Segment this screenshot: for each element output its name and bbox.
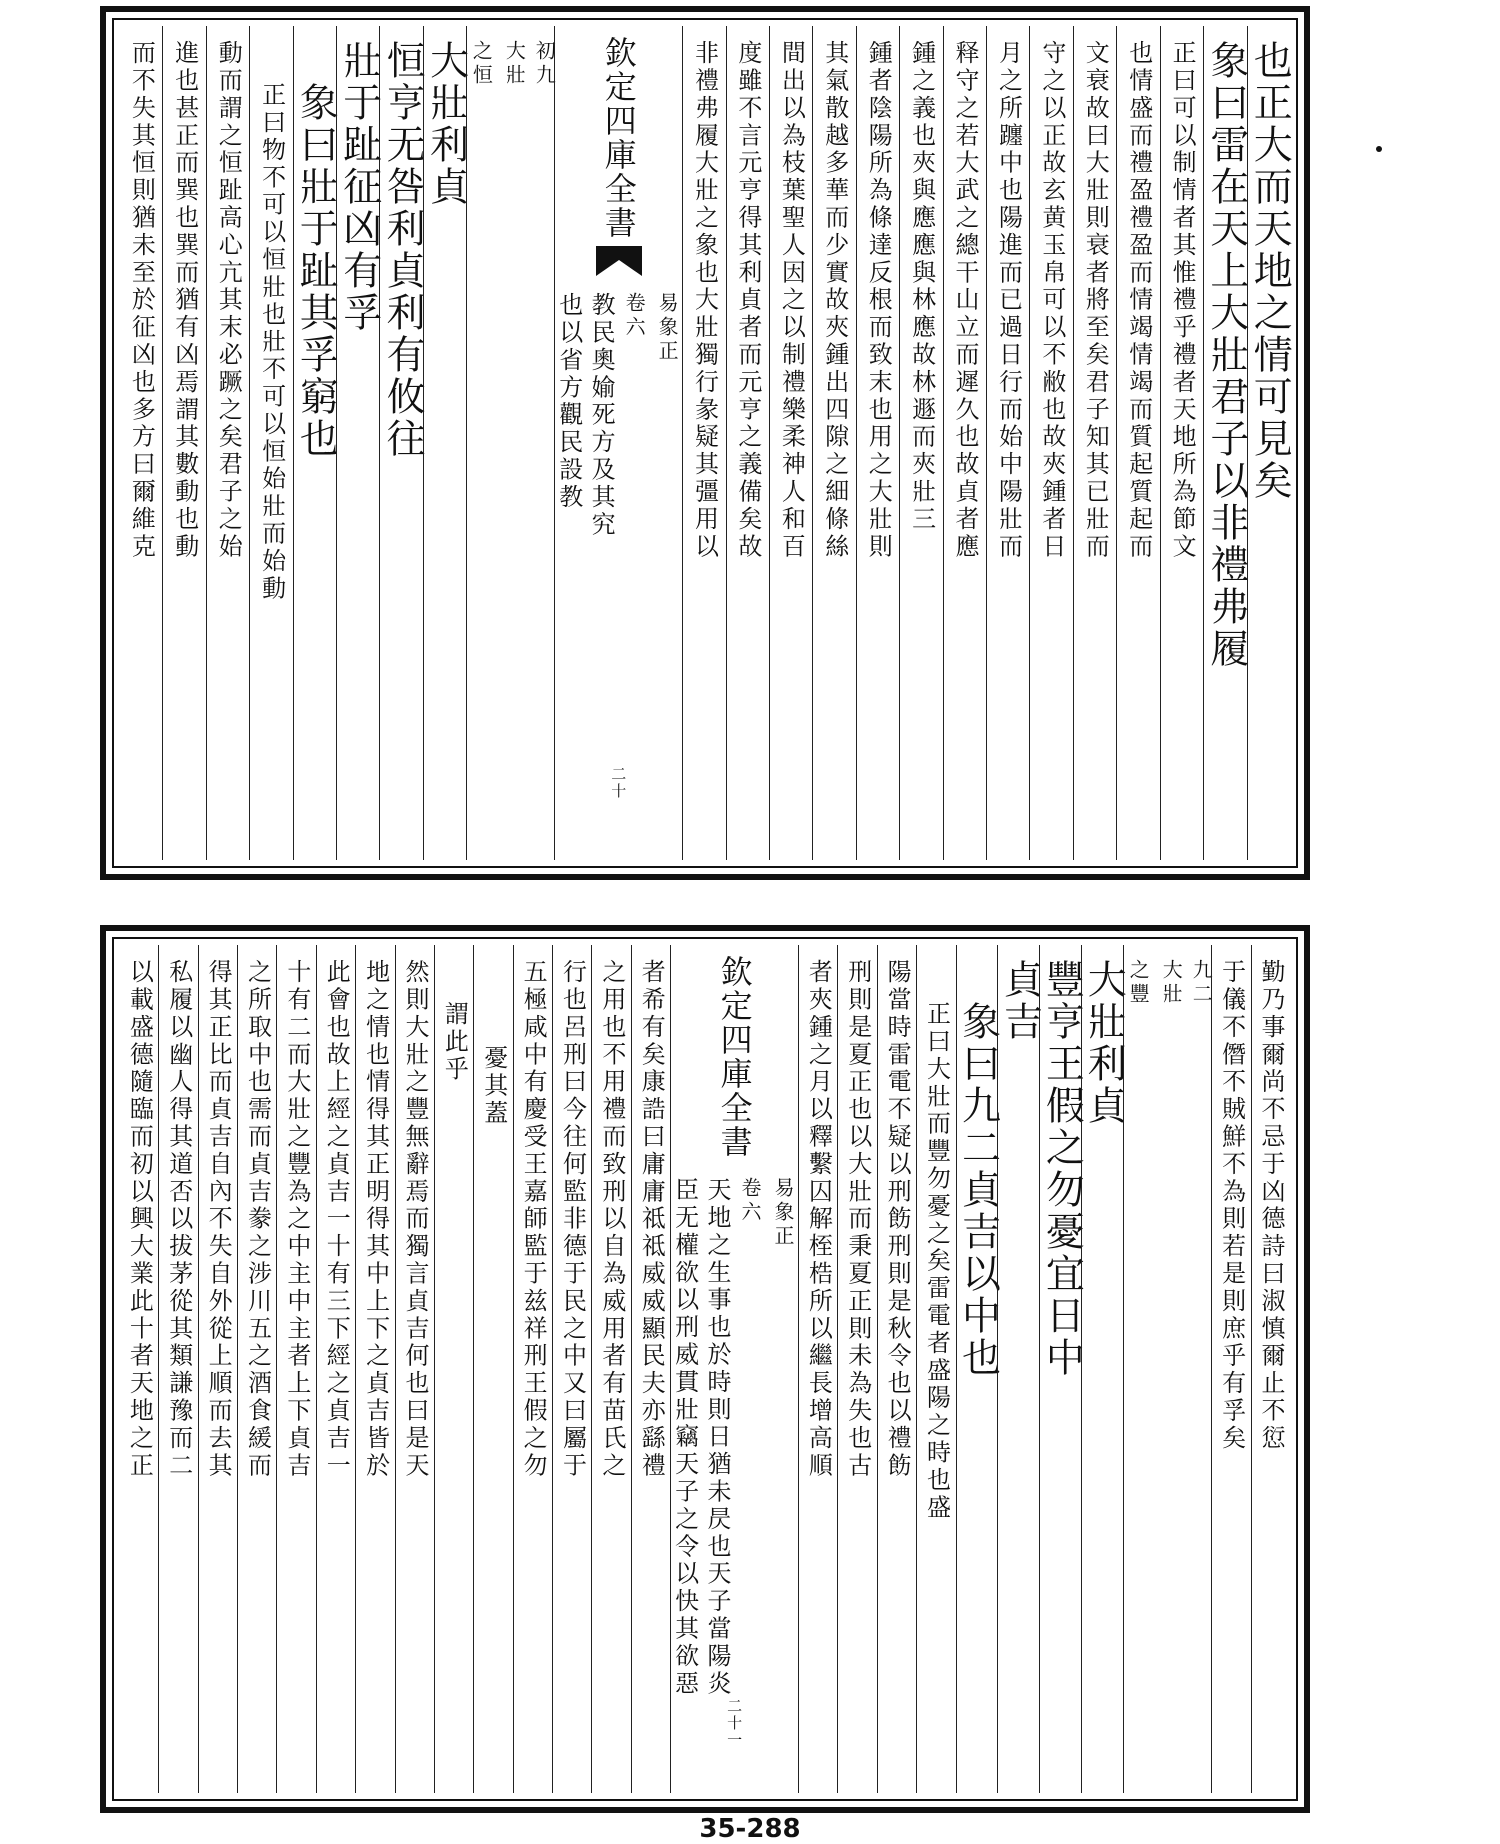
text-column bbox=[1251, 945, 1290, 1793]
commentary-text: 私履以幽人得其道否以拔茅從其類謙豫而二 bbox=[164, 959, 193, 1480]
hexagram-note bbox=[1124, 959, 1186, 1793]
commentary-text: 之用也不用禮而致刑以自為威用者有苗氏之 bbox=[597, 959, 626, 1480]
main-text: 豐亨王假之勿憂宜日中 bbox=[1039, 959, 1085, 1379]
text-column bbox=[120, 945, 158, 1793]
commentary-text: 也情盛而禮盈禮盈而情竭情竭而質起質起而 bbox=[1124, 40, 1153, 561]
text-column bbox=[877, 945, 916, 1793]
center-content bbox=[555, 292, 682, 539]
line-heading bbox=[467, 40, 557, 860]
commentary-text: 释守之若大武之總干山立而遲久也故貞者應 bbox=[951, 40, 980, 561]
text-column bbox=[379, 26, 426, 860]
main-text: 大壯利貞 bbox=[423, 40, 469, 208]
commentary-text: 文衰故曰大壯則衰者將至矣君子知其已壯而 bbox=[1081, 40, 1110, 561]
text-column bbox=[473, 945, 512, 1793]
text-column bbox=[837, 945, 876, 1793]
commentary-text: 進也甚正而巽也巽而猶有凶焉謂其數動也動 bbox=[170, 40, 199, 561]
leaf-number: 二十 bbox=[609, 766, 628, 800]
text-column bbox=[997, 945, 1043, 1793]
text-column bbox=[1247, 26, 1293, 860]
text-column bbox=[591, 945, 630, 1793]
center-content bbox=[671, 1177, 798, 1698]
text-column bbox=[423, 26, 469, 860]
commentary-text: 非禮弗履大壯之象也大壯獨行彖疑其彊用以 bbox=[690, 40, 719, 561]
text-column bbox=[769, 26, 812, 860]
text-column bbox=[682, 26, 725, 860]
main-text: 貞吉 bbox=[997, 959, 1043, 1043]
line-number: 初九 bbox=[532, 40, 557, 88]
commentary-text: 此會也故上經之貞吉一十有三下經之貞吉一 bbox=[322, 959, 351, 1480]
text-column bbox=[916, 945, 955, 1793]
line-heading-column bbox=[466, 26, 557, 860]
text-column bbox=[434, 945, 473, 1793]
text-column bbox=[943, 26, 986, 860]
text-column bbox=[316, 945, 355, 1793]
commentary-text: 勤乃事爾尚不忌于凶德詩曰淑慎爾止不愆 bbox=[1257, 959, 1285, 1453]
commentary-text: 正曰物不可以恒壯也壯不可以恒始壯而始動 bbox=[257, 82, 286, 603]
text-column bbox=[631, 945, 670, 1793]
text-column bbox=[955, 945, 1001, 1793]
commentary-text: 謂此乎 bbox=[440, 1001, 469, 1084]
main-text: 也正大而天地之情可見矣 bbox=[1247, 40, 1293, 502]
fold-label bbox=[736, 1177, 798, 1698]
commentary-text: 地之情也情得其正明得其中上下之貞吉皆於 bbox=[361, 959, 390, 1480]
juan-number: 卷六 bbox=[622, 292, 647, 340]
commentary-text: 其氣散越多華而少實故夾鍾出四隙之細條絲 bbox=[820, 40, 849, 561]
text-column bbox=[336, 26, 382, 860]
collection-title: 欽定四庫全書 bbox=[599, 36, 638, 240]
text-column bbox=[1039, 945, 1085, 1793]
commentary-text: 者夾鍾之月以釋繫囚解桎梏所以繼長增高順 bbox=[804, 959, 833, 1480]
commentary-text: 之所取中也需而貞吉豢之涉川五之酒食緩而 bbox=[243, 959, 272, 1480]
commentary-text: 憂其蓋 bbox=[479, 1045, 508, 1128]
text-column bbox=[276, 945, 315, 1793]
text-column bbox=[158, 945, 197, 1793]
volume-page-number: 35-288 bbox=[699, 1814, 801, 1844]
upper-page bbox=[100, 6, 1310, 880]
text-column bbox=[1116, 26, 1159, 860]
commentary-text: 間出以為枝葉聖人因之以制禮樂柔神人和百 bbox=[777, 40, 806, 561]
commentary-text: 也以省方觀民設教 bbox=[554, 292, 583, 512]
commentary-text: 五極咸中有慶受王嘉師監于兹祥刑王假之勿 bbox=[519, 959, 548, 1480]
main-text: 象曰雷在天上大壯君子以非禮弗履 bbox=[1203, 40, 1249, 670]
hexagram-note-line: 大壯 bbox=[502, 40, 527, 88]
commentary-text: 臣无權欲以刑威貫壯竊天子之令以快其欲惡 bbox=[670, 1177, 699, 1698]
text-column bbox=[1160, 26, 1203, 860]
commentary-text: 陽當時雷電不疑以刑飭刑則是秋令也以禮飭 bbox=[883, 959, 912, 1480]
text-column bbox=[355, 945, 394, 1793]
book-title: 易象正 bbox=[771, 1177, 795, 1249]
hexagram-note bbox=[467, 40, 529, 860]
text-column bbox=[162, 26, 205, 860]
commentary-text: 于儀不僭不賊鮮不為則若是則庶乎有孚矣 bbox=[1217, 959, 1246, 1453]
commentary-text: 教民奧媮死方及其究 bbox=[587, 292, 616, 539]
text-column bbox=[552, 945, 591, 1793]
leaf-number: 二十一 bbox=[725, 1697, 744, 1749]
text-column bbox=[986, 26, 1029, 860]
main-text: 壯于趾征凶有孚 bbox=[336, 40, 382, 334]
commentary-text: 守之以正故玄黄玉帛可以不敝也故夾鍾者日 bbox=[1037, 40, 1066, 561]
text-column bbox=[812, 26, 855, 860]
commentary-text: 行也呂刑曰今往何監非德于民之中又曰屬于 bbox=[558, 959, 587, 1480]
fold-label bbox=[620, 292, 682, 539]
collection-title: 欽定四庫全書 bbox=[715, 955, 754, 1159]
text-column bbox=[513, 945, 552, 1793]
text-column bbox=[1211, 945, 1250, 1793]
center-fold-column bbox=[554, 26, 682, 860]
commentary-text: 然則大壯之豐無辭焉而獨言貞吉何也曰是天 bbox=[400, 959, 429, 1480]
commentary-text: 正曰大壯而豐勿憂之矣雷電者盛陽之時也盛 bbox=[922, 1001, 951, 1522]
main-text: 大壯利貞 bbox=[1081, 959, 1127, 1127]
lower-page-columns bbox=[120, 945, 1290, 1793]
text-column bbox=[293, 26, 339, 860]
book-title: 易象正 bbox=[655, 292, 680, 364]
text-column bbox=[206, 26, 249, 860]
ink-dot bbox=[1376, 146, 1382, 152]
text-column bbox=[120, 26, 162, 860]
hexagram-note-line: 之豐 bbox=[1126, 959, 1151, 1007]
main-text: 恒亨无咎利貞利有攸往 bbox=[380, 40, 426, 460]
text-column bbox=[726, 26, 769, 860]
hexagram-note-line: 大壯 bbox=[1159, 959, 1184, 1007]
text-column bbox=[1073, 26, 1116, 860]
fishtail-mark bbox=[596, 246, 642, 280]
text-column bbox=[856, 26, 899, 860]
text-column bbox=[249, 26, 292, 860]
text-column bbox=[899, 26, 942, 860]
commentary-text: 月之所躔中也陽進而已過日行而始中陽壯而 bbox=[994, 40, 1023, 561]
hexagram-note-line: 之恒 bbox=[469, 40, 494, 88]
text-column bbox=[1203, 26, 1249, 860]
commentary-text: 以載盛德隨臨而初以興大業此十者天地之正 bbox=[125, 959, 154, 1480]
text-column bbox=[395, 945, 434, 1793]
text-column bbox=[198, 945, 237, 1793]
upper-page-columns bbox=[120, 26, 1293, 860]
commentary-text: 得其正比而貞吉自內不失自外從上順而去其 bbox=[204, 959, 233, 1480]
text-column bbox=[1029, 26, 1072, 860]
commentary-text: 正曰可以制情者其惟禮乎禮者天地所為節文 bbox=[1168, 40, 1197, 561]
center-fold-column bbox=[670, 945, 798, 1793]
commentary-text: 者希有矣康誥曰庸庸祗祗威威顯民夫亦繇禮 bbox=[637, 959, 666, 1480]
commentary-text: 十有二而大壯之豐為之中主中主者上下貞吉 bbox=[282, 959, 311, 1480]
line-number: 九二 bbox=[1189, 959, 1214, 1007]
line-heading-column bbox=[1123, 945, 1214, 1793]
lower-page bbox=[100, 925, 1310, 1813]
commentary-text: 天地之生事也於時則日猶未昃也天子當陽炎 bbox=[703, 1177, 731, 1698]
commentary-text: 度雖不言元亨得其利貞者而元亨之義備矣故 bbox=[733, 40, 762, 561]
commentary-text: 鍾者陰陽所為條達反根而致末也用之大壯則 bbox=[864, 40, 893, 561]
juan-number: 卷六 bbox=[738, 1177, 762, 1225]
main-text: 象曰九二貞吉以中也 bbox=[955, 1001, 1001, 1379]
text-column bbox=[1081, 945, 1127, 1793]
line-heading bbox=[1124, 959, 1214, 1793]
commentary-text: 刑則是夏正也以大壯而秉夏正則未為失也古 bbox=[843, 959, 872, 1480]
commentary-text: 動而謂之恒趾高心亢其末必蹶之矣君子之始 bbox=[214, 40, 243, 561]
text-column bbox=[237, 945, 276, 1793]
main-text: 象曰壯于趾其孚窮也 bbox=[293, 82, 339, 460]
text-column bbox=[798, 945, 837, 1793]
commentary-text: 鍾之義也夾與應應與林應故林遯而夾壯三 bbox=[907, 40, 936, 534]
commentary-text: 而不失其恒則猶未至於征凶也多方曰爾維克 bbox=[127, 40, 156, 561]
